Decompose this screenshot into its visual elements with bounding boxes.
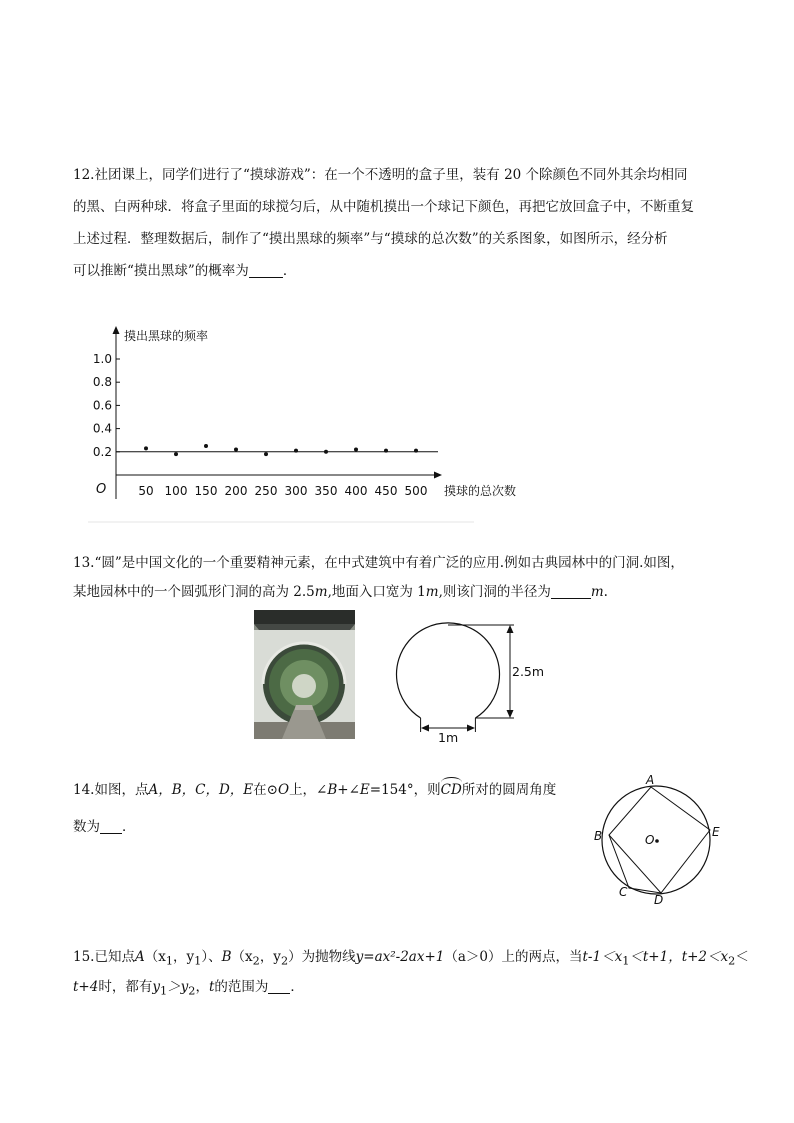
q14-angle-e: E: [359, 782, 370, 798]
x-tick-label: 50: [138, 484, 154, 498]
q15-period: ．: [290, 979, 304, 995]
q15-point-a: A: [134, 949, 145, 965]
moon-gate-photo: [254, 610, 355, 739]
data-point: [204, 444, 208, 448]
q13-unit-2: m: [425, 584, 439, 600]
x-tick-label: 400: [344, 484, 368, 498]
q14-text-d: +∠: [337, 782, 360, 798]
point-b-label: B: [594, 829, 603, 843]
q14-text-a: 14.如图，点: [73, 782, 149, 798]
q13-text-c: ,则该门洞的半径为: [438, 584, 551, 600]
q13-period: .: [603, 584, 608, 600]
data-point: [414, 449, 418, 453]
q15-sub: 2: [188, 984, 196, 998]
x-tick-label: 350: [314, 484, 338, 498]
data-point: [144, 446, 148, 450]
q15-sub: 2: [728, 954, 736, 968]
q15-parabola: y=ax²-2ax+1: [355, 949, 445, 965]
q14-angle-b: B: [327, 782, 338, 798]
data-point: [294, 449, 298, 453]
x-tick-label: 300: [284, 484, 308, 498]
point-e-label: E: [712, 825, 720, 839]
y-tick-label: 0.4: [92, 421, 112, 436]
q15-t: t: [208, 979, 215, 995]
q13-unit-3: m: [590, 584, 604, 600]
point-a-label: A: [646, 773, 655, 787]
q13-unit-1: m: [314, 584, 328, 600]
arc-symbol: [441, 777, 462, 788]
x-tick-label: 450: [374, 484, 398, 498]
q15-sub: 1: [159, 984, 168, 998]
gate-diagram: [388, 616, 548, 748]
q15-text-h: （a＞0）上的两点，当: [444, 949, 583, 965]
answer-blank-14: [100, 817, 122, 834]
q14-text-g: 数为: [73, 819, 100, 835]
q15-sub: 1: [622, 954, 630, 968]
q14-text-f: 所对的圆周角度: [461, 782, 557, 798]
data-point: [354, 447, 358, 451]
q14-text-b: 在⊙: [253, 782, 278, 798]
answer-blank-13: [551, 582, 591, 599]
q13-text-b: ,地面入口宽为 1: [327, 584, 426, 600]
y-tick-label: 1.0: [92, 352, 112, 366]
q15-sub: 1: [165, 954, 174, 968]
q15-text-b: （x: [144, 949, 166, 965]
data-point: [174, 452, 178, 456]
y-axis-label: 摸出黑球的频率: [124, 329, 209, 343]
q14-line1: [73, 775, 556, 805]
q13-line1: 13.“圆”是中国文化的一个重要精神元素，在中式建筑中有着广泛的应用.例如古典园林中的门洞.如图，: [73, 555, 684, 571]
q15-y: y: [152, 979, 160, 995]
point-d-label: D: [654, 893, 664, 907]
q12-line4: [73, 256, 296, 286]
q15-text-g: ）为抛物线: [288, 949, 356, 965]
x-tick-label: 200: [224, 484, 248, 498]
q15-cond-2: ＜t+1，t+2＜x: [629, 949, 729, 965]
x-tick-label: 100: [164, 484, 188, 498]
q15-text-e: （x: [231, 949, 253, 965]
q15-text-j: ，: [195, 979, 209, 995]
q15-text-i: 时，都有: [98, 979, 153, 995]
q12-line1: 12.社团课上，同学们进行了“摸球游戏”：在一个不透明的盒子里，装有 20 个除颜色不同外其余均相同: [73, 167, 688, 183]
q13-text-a: 某地园林中的一个圆弧形门洞的高为 2.5: [73, 584, 315, 600]
q15-t-plus-4: t+4: [73, 979, 99, 995]
q15-sub: 1: [194, 954, 202, 968]
q15-sub: 2: [252, 954, 260, 968]
origin-label: O: [96, 482, 107, 497]
q12-line2: 的黑、白两种球．将盒子里面的球搅匀后，从中随机摸出一个球记下颜色，再把它放回盒子中，不断重复: [73, 199, 694, 215]
q14-period: ．: [122, 819, 136, 835]
q13-line2: [73, 577, 608, 607]
q15-text-k: 的范围为: [214, 979, 269, 995]
frequency-chart: [84, 322, 517, 527]
q15-text-c: ，y: [173, 949, 195, 965]
q15-text-f: ，y: [259, 949, 281, 965]
data-point: [234, 447, 238, 451]
q15-text-a: 15.已知点: [73, 949, 135, 965]
center-o-label: O: [645, 833, 655, 847]
q15-cond-3: ＜: [735, 949, 749, 965]
q12-period: ．: [282, 263, 297, 279]
point-c-label: C: [619, 885, 628, 899]
x-tick-label: 250: [254, 484, 278, 498]
q15-cond-1: t-1＜x: [582, 949, 623, 965]
x-axis-label: 摸球的总次数: [444, 484, 517, 498]
q12-line4-text: 可以推断“摸出黑球”的概率为: [73, 263, 249, 279]
x-axis-arrow: [434, 472, 442, 479]
inscribed-pentagon-diagram: [590, 773, 725, 909]
data-point: [384, 449, 388, 453]
answer-blank-15: [268, 977, 290, 994]
y-tick-label: 0.2: [92, 444, 112, 459]
y-axis-arrow: [113, 326, 120, 334]
q15-gt-y: ＞y: [167, 979, 189, 995]
x-tick-label: 500: [404, 484, 428, 498]
q14-points: A，B，C，D，E: [148, 782, 254, 798]
q14-arc-cd: [441, 782, 462, 798]
x-tick-label: 150: [194, 484, 218, 498]
q15-point-b: B: [221, 949, 232, 965]
q12-line3: 上述过程．整理数据后，制作了“摸出黑球的频率”与“摸球的总次数”的关系图象，如图所示，经分析: [73, 231, 668, 247]
answer-blank-12: [249, 261, 283, 278]
y-tick-label: 0.8: [92, 375, 112, 390]
q15-text-d: ）、: [201, 949, 222, 965]
data-point: [264, 452, 268, 456]
y-tick-label: 0.6: [92, 398, 112, 413]
q14-text-e: =154°，则: [369, 782, 441, 798]
q15-line2: [73, 972, 304, 1007]
q14-text-c: 上，∠: [289, 782, 328, 798]
q14-arc-label: CD: [440, 782, 462, 798]
gate-height-label: 2.5m: [512, 664, 545, 679]
q14-circle-name: O: [277, 782, 290, 798]
gate-width-label: 1m: [438, 730, 459, 745]
data-point: [324, 450, 328, 454]
q14-line2: [73, 812, 136, 842]
q15-sub: 2: [280, 954, 289, 968]
